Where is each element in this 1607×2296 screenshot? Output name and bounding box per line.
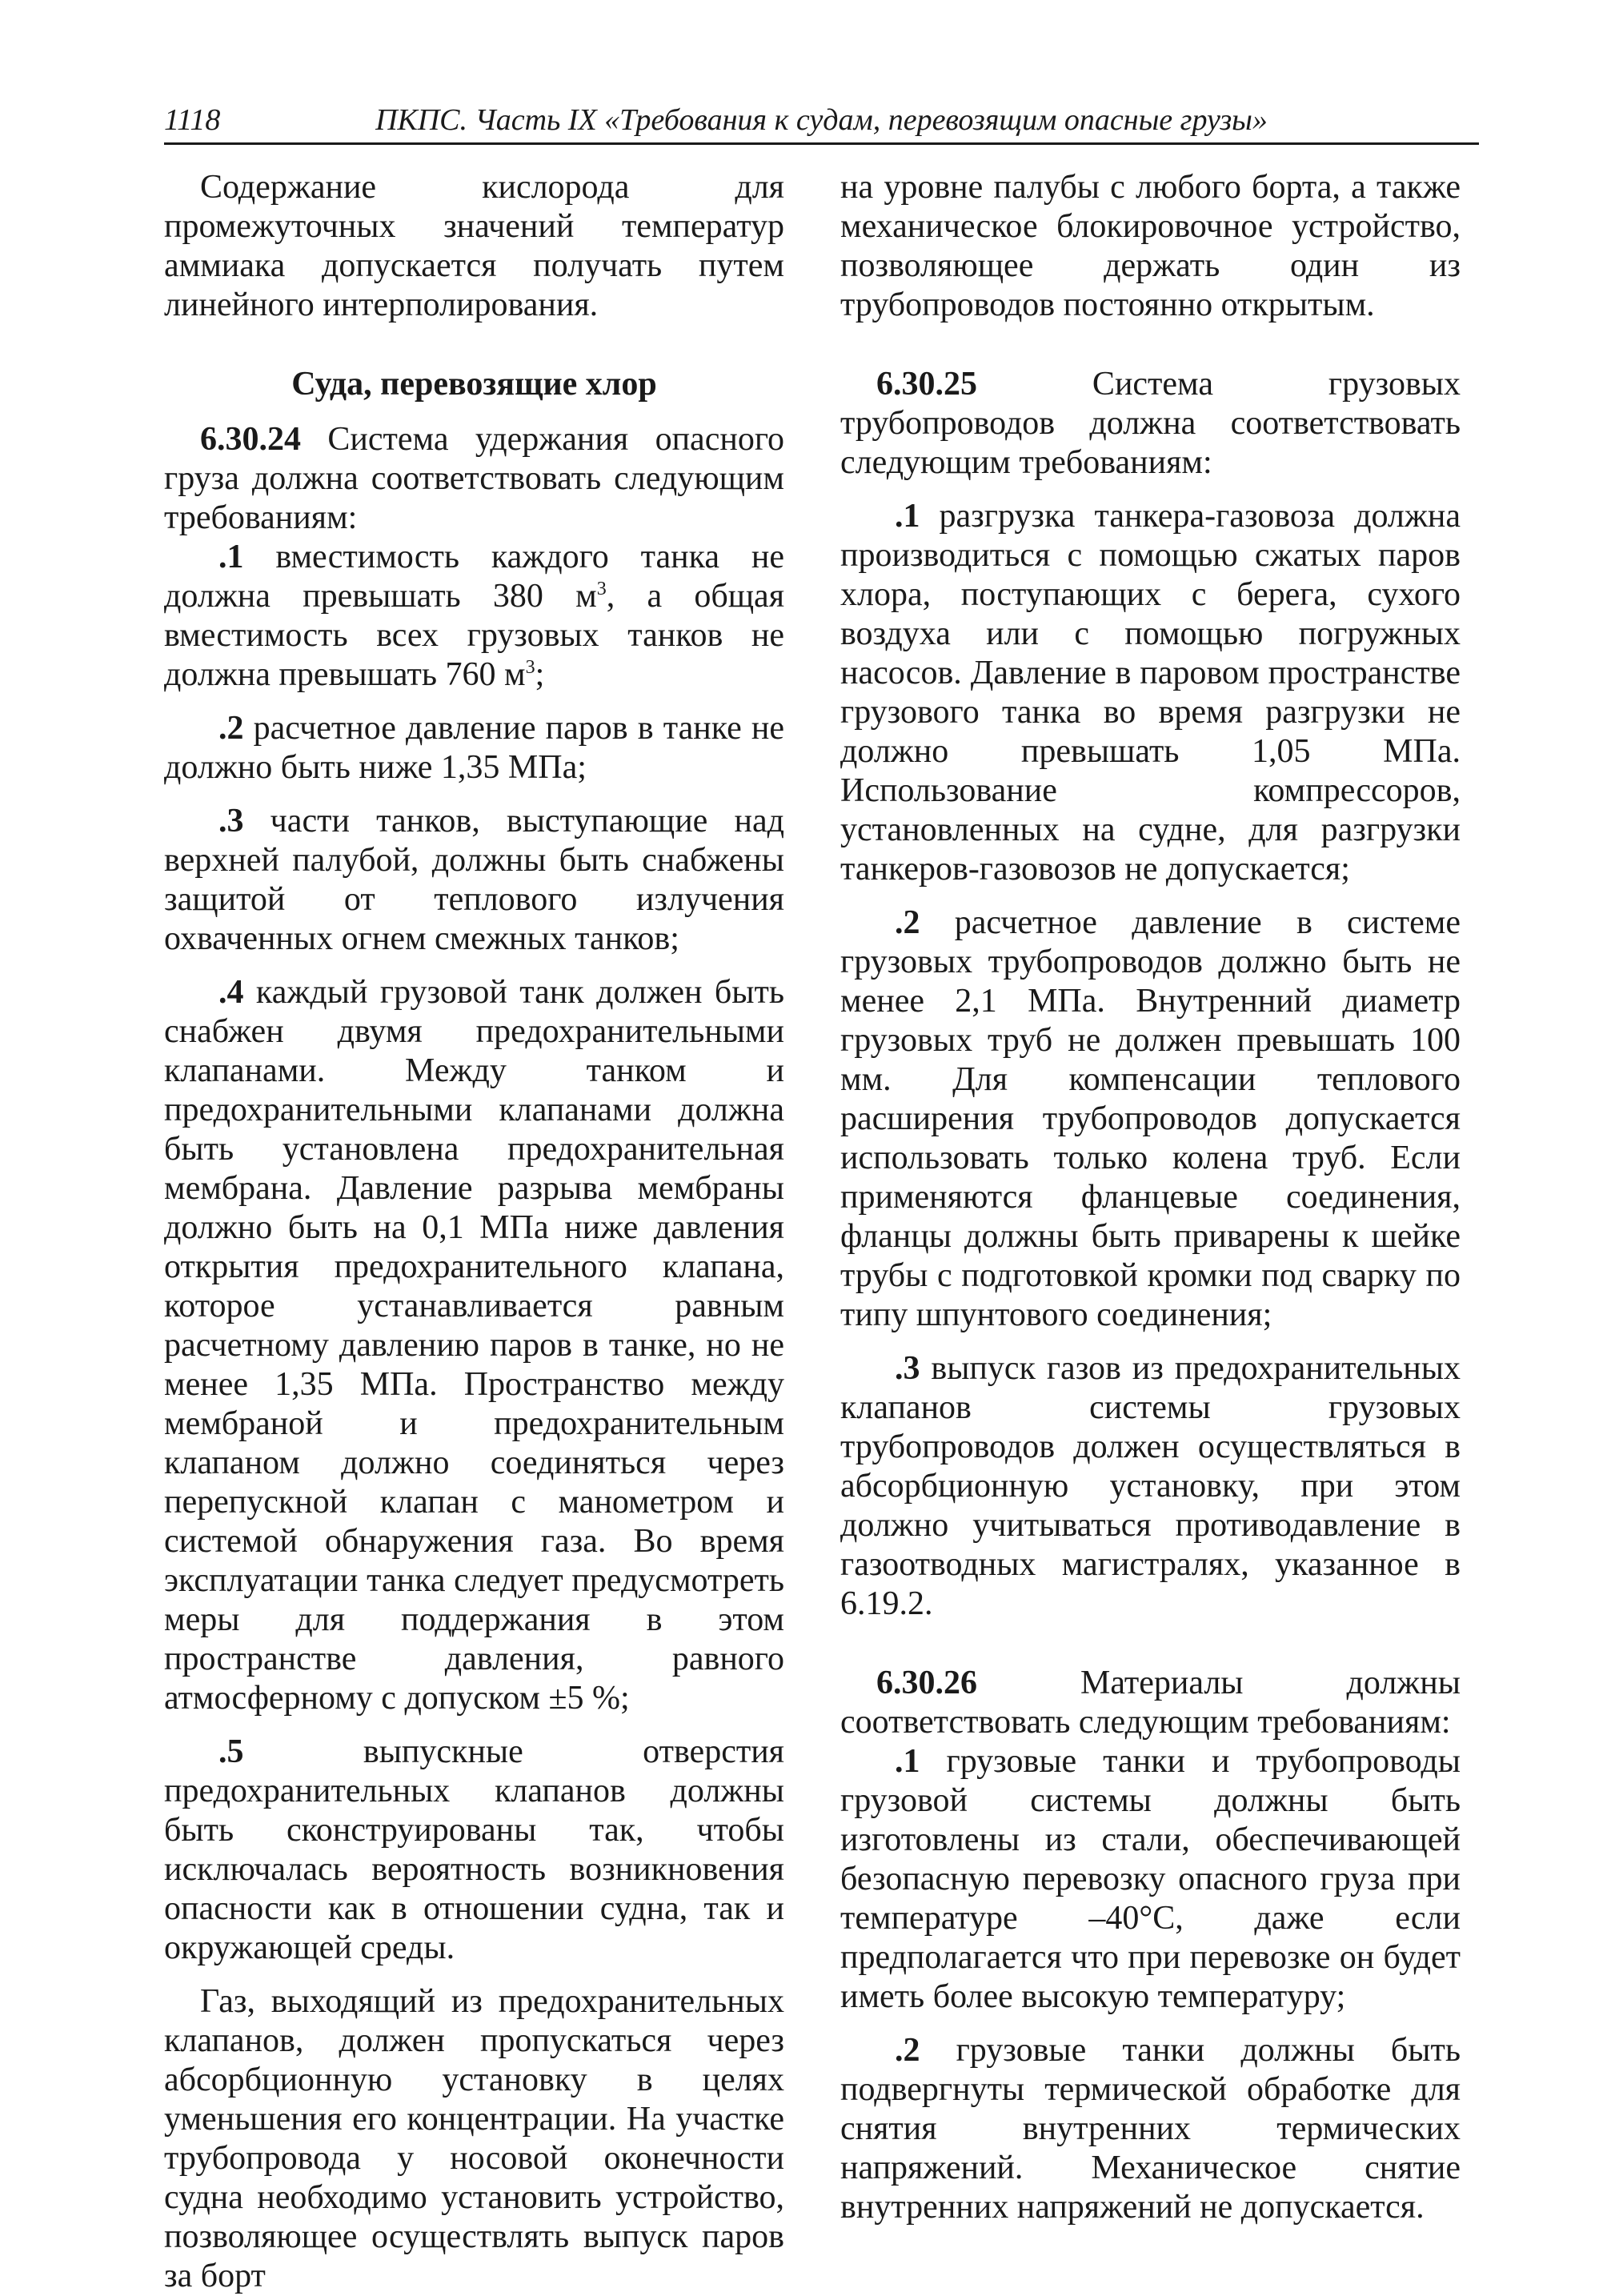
list-item-3 <box>840 1349 1461 1624</box>
intro-paragraph: Содержание кислорода для промежуточных значений температур аммиака допускается получать путем линейного интерполирования. <box>164 169 784 323</box>
list-item-5 <box>164 1733 784 1968</box>
paragraph-number: 6.30.26 <box>876 1665 977 1701</box>
item-text: выпускные отверстия предохранительных клапанов должны быть сконструированы так, чтобы исключалась вероятность возникновения опасности как в отношении судна, так и окружающей среды. <box>164 1733 784 1966</box>
list-item-4 <box>164 973 784 1718</box>
item-text: выпуск газов из предохранительных клапанов системы грузовых трубопроводов должен осуществляться в абсорбционную установку, при этом должно учитываться противодавление в газоотводных магистралях, указанное в 6.19.2. <box>840 1350 1461 1622</box>
page-header <box>164 96 1479 145</box>
item-number: .1 <box>895 1743 920 1780</box>
paragraph-number: 6.30.24 <box>200 421 301 458</box>
paragraph-text: Система грузовых трубопроводов должна соответствовать следующим требованиям: <box>840 366 1461 481</box>
paragraph-text: Материалы должны соответствовать следующим требованиям: <box>840 1665 1461 1741</box>
item-text: каждый грузовой танк должен быть снабжен двумя предохранительными клапанами. Между танком и предохранительными клапанами должна быть установлена предохранительная мембрана. Давление разрыва мембраны должно быть на 0,1 МПа ниже давления открытия предохранительного клапана, которое устанавливается равным расчетному давлению паров в танке, но не менее 1,35 МПа. Пространство между мембраной и предохранительным клапаном должно соединяться через перепускной клапан с манометром и системой обнаружения газа. Во время эксплуатации танка следует предусмотреть меры для поддержания в этом пространстве давления, равного атмосферному с допуском ±5 %; <box>164 974 784 1717</box>
paragraph-number: 6.30.25 <box>876 366 977 403</box>
section-title: Суда, перевозящие хлор <box>291 366 657 403</box>
item-text: расчетное давление в системе грузовых трубопроводов должно быть не менее 2,1 МПа. Внутренний диаметр грузовых труб не должен превышать 100 мм. Для компенсации теплового расширения трубопроводов допускается использовать только колена труб. Если применяются фланцевые соединения, фланцы должны быть приварены к шейке трубы с подготовкой кромки под сварку по типу шпунтового соединения; <box>840 904 1461 1333</box>
item-number: .1 <box>218 539 244 575</box>
item-text-c: ; <box>535 656 545 693</box>
list-item-3 <box>164 802 784 959</box>
list-item-2 <box>164 709 784 787</box>
running-title: ПКПС. Часть IX «Требования к судам, перевозящим опасные грузы» <box>375 103 1268 137</box>
superscript: 3 <box>596 579 607 599</box>
list-item-1 <box>840 1742 1461 2017</box>
item-number: .2 <box>895 904 920 941</box>
item-text-a: вместимость каждого танка не должна превышать 380 м <box>164 539 784 615</box>
paragraph-6-30-24 <box>164 420 784 538</box>
list-item-2 <box>840 2031 1461 2227</box>
item-text-b: , а общая вместимость всех грузовых танков не должна превышать 760 м <box>164 578 785 693</box>
superscript: 3 <box>525 657 535 678</box>
item-number: .4 <box>218 974 244 1011</box>
paragraph-6-30-26 <box>840 1664 1461 1742</box>
page-number: 1118 <box>164 103 221 137</box>
item-text: части танков, выступающие над верхней палубой, должны быть снабжены защитой от теплового излучения охваченных огнем смежных танков; <box>164 803 784 957</box>
item-text: грузовые танки должны быть подвергнуты термической обработке для снятия внутренних термических напряжений. Механическое снятие внутренних напряжений не допускается. <box>840 2032 1461 2226</box>
item-number: .3 <box>895 1350 920 1387</box>
item-number: .5 <box>218 1733 244 1770</box>
paragraph-text: Система удержания опасного груза должна соответствовать следующим требованиям: <box>164 421 784 536</box>
left-column <box>164 168 784 2296</box>
list-item-1 <box>164 538 784 695</box>
gas-paragraph: Газ, выходящий из предохранительных клапанов, должен пропускаться через абсорбционную установку в целях уменьшения его концентрации. На участке трубопровода у носовой оконечности судна необходимо установить устройство, позволяющее осуществлять выпуск паров за борт <box>164 1983 784 2294</box>
item-text: расчетное давление паров в танке не должно быть ниже 1,35 МПа; <box>164 710 784 786</box>
paragraph-6-30-25 <box>840 365 1461 483</box>
item-number: .3 <box>218 803 244 839</box>
list-item-1 <box>840 497 1461 889</box>
continuation-paragraph: на уровне палубы с любого борта, а также механическое блокировочное устройство, позволяющее держать один из трубопроводов постоянно открытым. <box>840 169 1461 323</box>
list-item-2 <box>840 904 1461 1335</box>
right-column <box>840 168 1461 2227</box>
item-number: .2 <box>895 2032 920 2069</box>
item-number: .2 <box>218 710 244 747</box>
item-number: .1 <box>895 498 920 535</box>
item-text: грузовые танки и трубопроводы грузовой системы должны быть изготовлены из стали, обеспечивающей безопасную перевозку опасного груза при температуре –40°С, даже если предполагается что при перевозке он будет иметь более высокую температуру; <box>840 1743 1461 2015</box>
item-text: разгрузка танкера-газовоза должна производиться с помощью сжатых паров хлора, поступающих с берега, сухого воздуха или с помощью погружных насосов. Давление в паровом пространстве грузового танка во время разгрузки не должно превышать 1,05 МПа. Использование компрессоров, установленных на судне, для разгрузки танкеров-газовозов не допускается; <box>840 498 1461 888</box>
